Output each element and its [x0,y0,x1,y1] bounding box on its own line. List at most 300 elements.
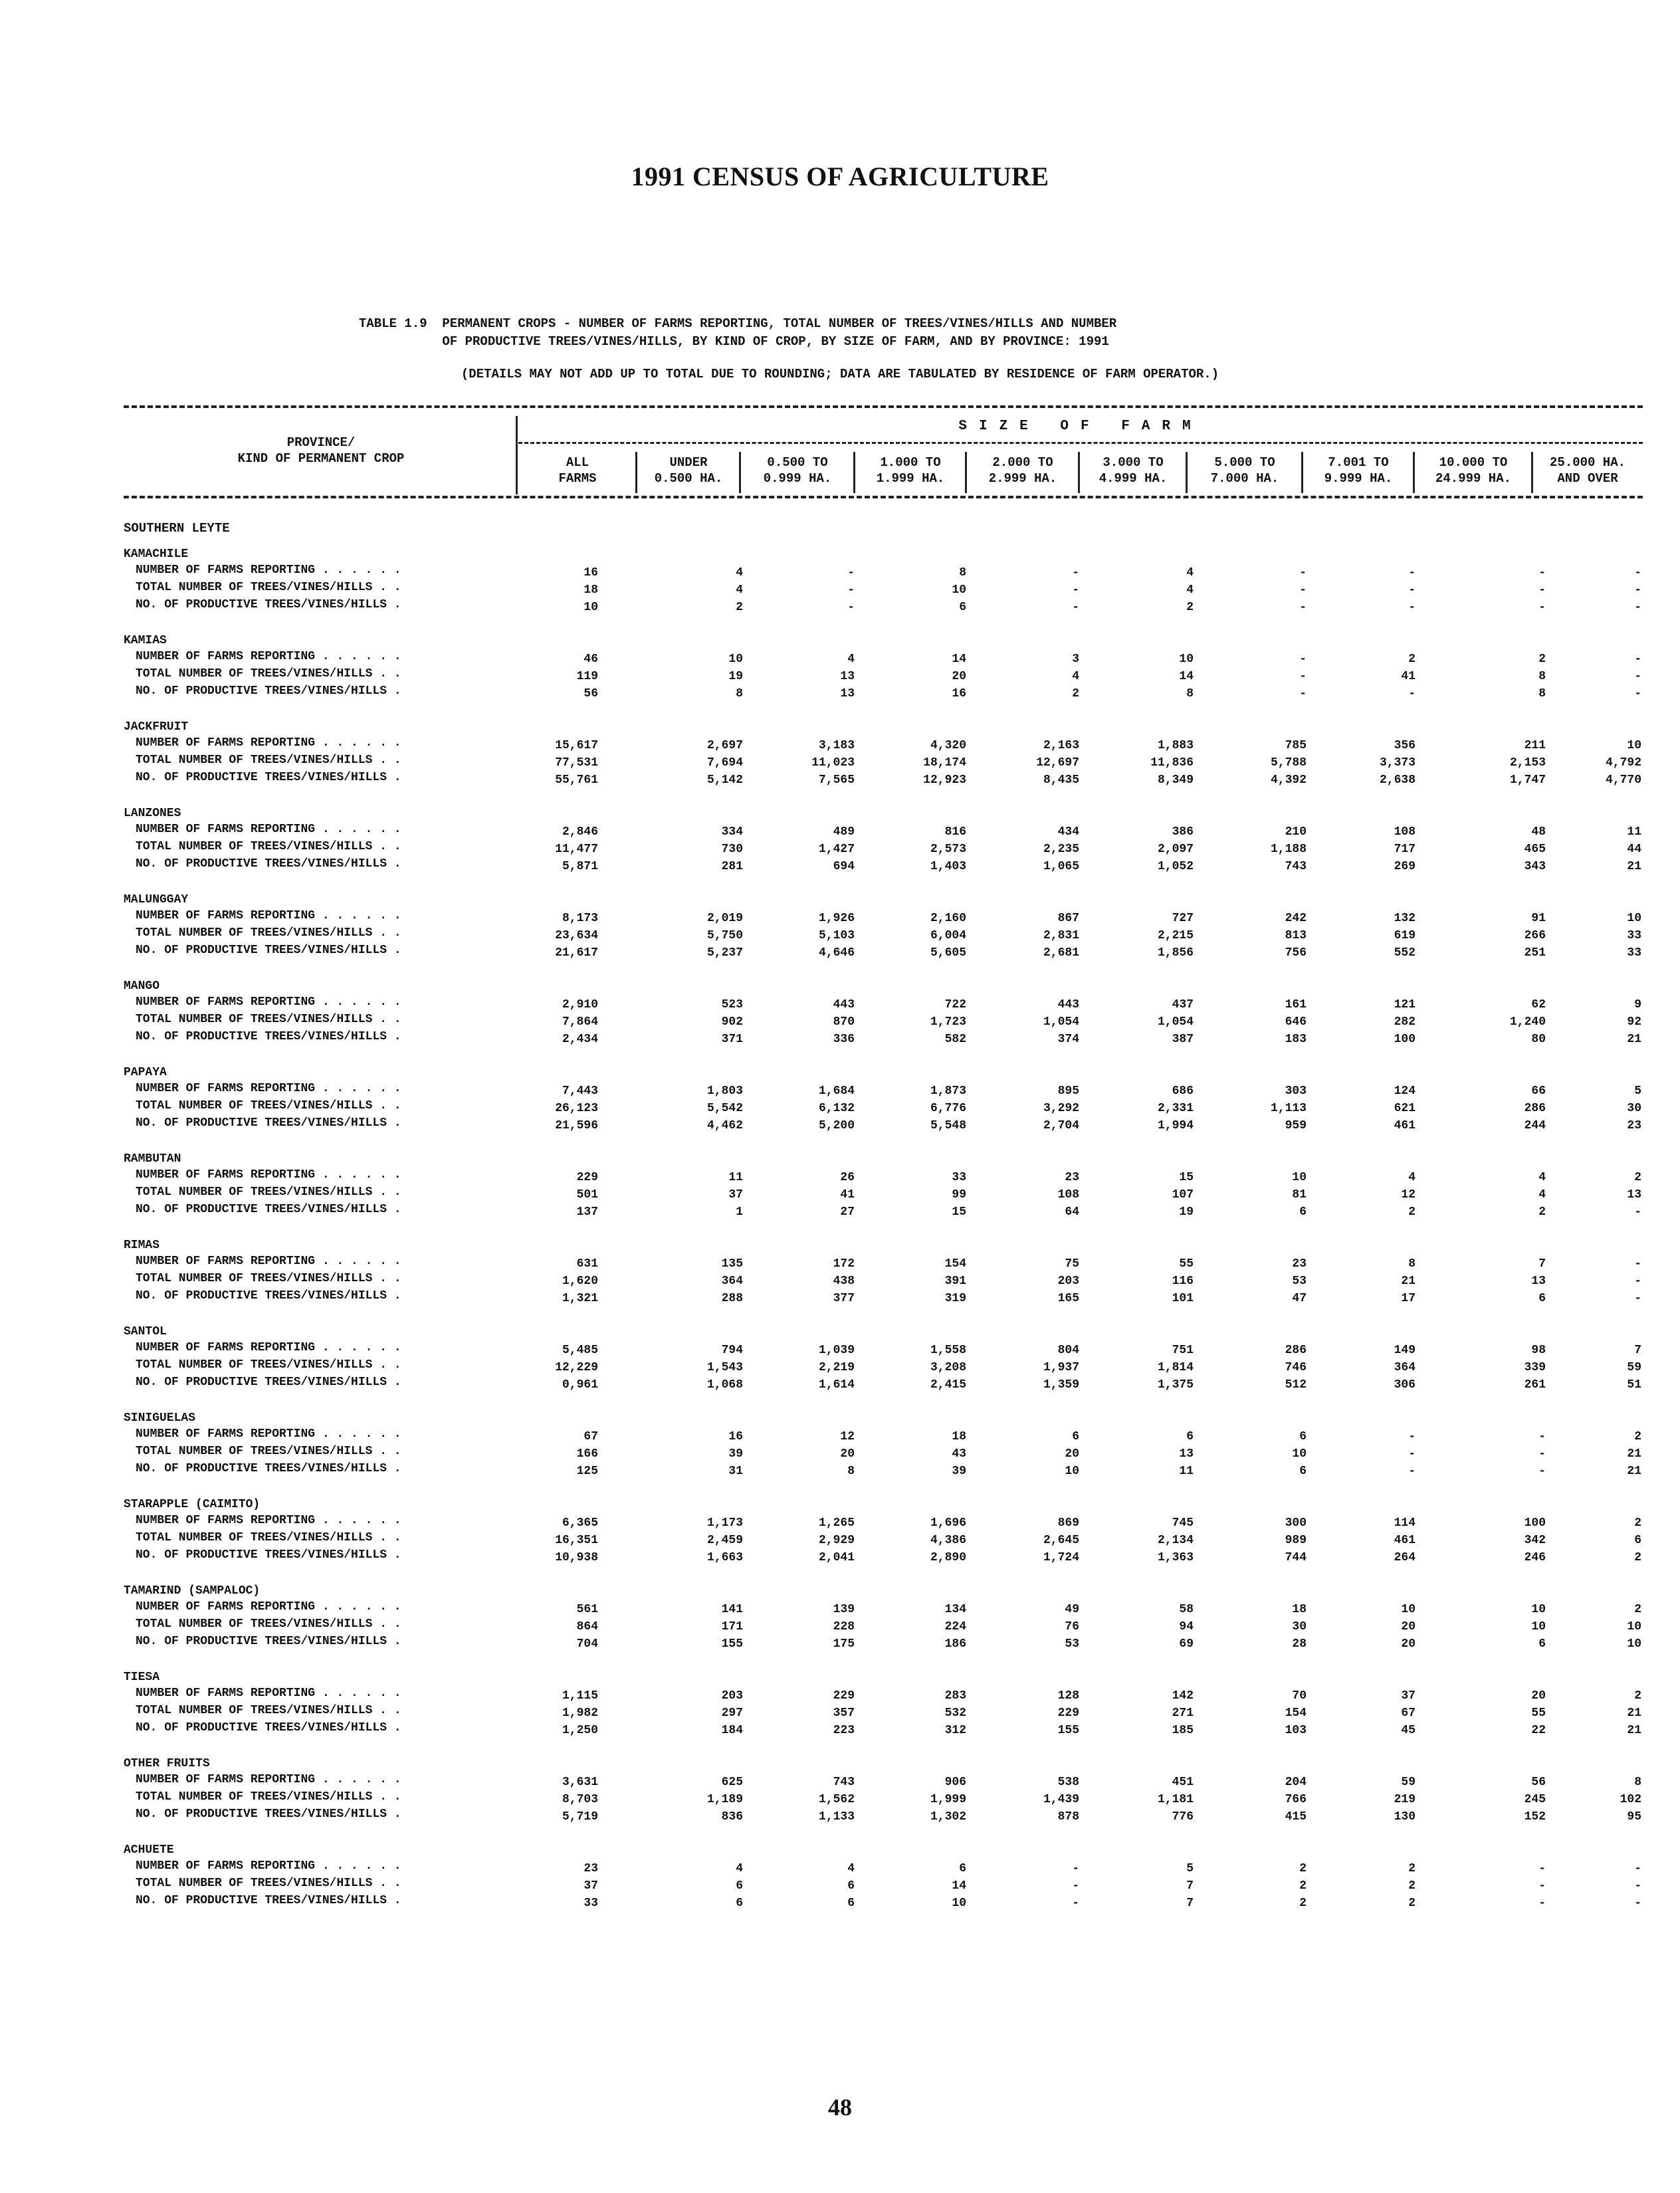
table-cell: 512 [1285,1378,1307,1392]
table-cell: 66 [1531,1085,1546,1098]
table-cell: 26,123 [555,1102,598,1115]
table-cell: 7 [1186,1897,1194,1910]
table-cell: 766 [1285,1793,1307,1806]
row-label: NO. OF PRODUCTIVE TREES/VINES/HILLS . [136,1635,401,1648]
table-cell: 99 [952,1188,966,1201]
table-cell: 101 [1172,1292,1194,1305]
row-label: TOTAL NUMBER OF TREES/VINES/HILLS . . [136,1186,401,1199]
table-cell: 13 [1179,1447,1194,1461]
table-cell: 336 [833,1033,855,1046]
table-cell: 30 [1627,1102,1641,1115]
table-cell: - [1634,1897,1641,1910]
table-cell: 1,068 [706,1378,743,1392]
table-cell: 81 [1292,1188,1307,1201]
table-cell: 47 [1292,1292,1307,1305]
table-cell: 116 [1172,1275,1194,1288]
stub-header-line-1: PROVINCE/ [286,435,356,450]
table-cell: 224 [944,1620,966,1633]
table-cell: - [1408,687,1416,700]
table-cell: 70 [1292,1689,1307,1703]
table-cell: 532 [944,1707,966,1720]
table-cell: 7,864 [562,1015,598,1029]
table-cell: 794 [721,1344,743,1357]
table-cell: 1,065 [1043,860,1079,873]
table-cell: 203 [721,1689,743,1703]
table-cell: 98 [1531,1344,1546,1357]
table-cell: 139 [833,1603,855,1616]
table-cell: 21 [1627,1465,1641,1478]
table-cell: 3,373 [1379,756,1416,770]
table-cell: 132 [1394,912,1416,925]
table-cell: 2 [1299,1897,1307,1910]
row-label: NUMBER OF FARMS REPORTING . . . . . . [136,650,401,663]
row-label: NUMBER OF FARMS REPORTING . . . . . . [136,1427,401,1441]
table-cell: - [1299,687,1307,700]
table-cell: 1,240 [1509,1015,1546,1029]
table-cell: 135 [721,1257,743,1271]
row-label: NUMBER OF FARMS REPORTING . . . . . . [136,736,401,750]
table-cell: 1,982 [562,1707,598,1720]
table-cell: - [1634,1862,1641,1875]
table-cell: 37 [1401,1689,1416,1703]
table-cell: 6 [1299,1430,1307,1443]
table-cell: 2 [1634,1516,1641,1530]
table-cell: 166 [576,1447,598,1461]
table-cell: 10 [1531,1603,1546,1616]
row-label: NUMBER OF FARMS REPORTING . . . . . . [136,1514,401,1527]
table-cell: - [1072,566,1079,579]
table-cell: 30 [1292,1620,1307,1633]
table-cell: 121 [1394,998,1416,1011]
row-label: NUMBER OF FARMS REPORTING . . . . . . [136,1687,401,1700]
table-cell: - [1538,601,1546,614]
table-note: (DETAILS MAY NOT ADD UP TO TOTAL DUE TO ROUNDING; DATA ARE TABULATED BY RESIDENCE OF FARM OPERATOR.) [461,367,1219,381]
table-cell: 95 [1627,1810,1641,1824]
table-cell: 1,883 [1157,739,1194,752]
table-cell: 2,573 [930,843,966,856]
table-cell: 461 [1394,1119,1416,1132]
table-cell: 2,929 [818,1534,855,1547]
table-cell: 13 [840,670,855,683]
table-cell: 6,132 [818,1102,855,1115]
size-of-farm-header: SIZE OF FARM [958,419,1203,434]
table-cell: 21 [1401,1275,1416,1288]
table-cell: - [1408,601,1416,614]
table-cell: - [1538,1879,1546,1893]
table-cell: 6,004 [930,929,966,942]
table-cell: 434 [1057,825,1079,839]
table-cell: 59 [1627,1361,1641,1374]
table-cell: 4 [1186,566,1194,579]
table-cell: 1,873 [930,1085,966,1098]
table-cell: 10 [952,583,966,597]
table-cell: 686 [1172,1085,1194,1098]
crop-name: ACHUETE [124,1843,174,1857]
table-cell: 55,761 [555,774,598,787]
table-cell: 1,039 [818,1344,855,1357]
table-cell: 6 [1186,1430,1194,1443]
table-cell: - [1538,1430,1546,1443]
province-name: SOUTHERN LEYTE [124,521,230,536]
table-cell: 16 [583,566,598,579]
row-label: TOTAL NUMBER OF TREES/VINES/HILLS . . [136,1099,401,1112]
table-cell: 22 [1531,1724,1546,1737]
table-cell: 56 [1531,1776,1546,1789]
table-cell: 21 [1627,1033,1641,1046]
table-cell: 8 [736,687,743,700]
table-cell: 154 [1285,1707,1307,1720]
crop-name: OTHER FRUITS [124,1757,210,1770]
table-cell: 2,215 [1157,929,1194,942]
table-cell: 776 [1172,1810,1194,1824]
table-cell: 895 [1057,1085,1079,1098]
column-header-line-2: 24.999 HA. [1435,471,1512,486]
table-cell: 7 [1538,1257,1546,1271]
crop-name: SANTOL [124,1325,167,1338]
table-cell: - [1299,583,1307,597]
table-cell: 6 [959,601,966,614]
table-cell: 2,219 [818,1361,855,1374]
table-cell: 704 [576,1637,598,1651]
table-cell: - [1634,601,1641,614]
table-cell: - [1072,1897,1079,1910]
table-cell: 103 [1285,1724,1307,1737]
table-cell: 906 [944,1776,966,1789]
table-cell: 21 [1627,1707,1641,1720]
table-cell: 37 [728,1188,743,1201]
table-cell: - [1408,583,1416,597]
table-cell: 282 [1394,1015,1416,1029]
crop-name: KAMIAS [124,634,167,647]
column-header-line-2: FARMS [558,471,597,486]
table-cell: 437 [1172,998,1194,1011]
table-cell: 2,846 [562,825,598,839]
table-cell: 20 [1401,1637,1416,1651]
table-cell: 300 [1285,1516,1307,1530]
row-label: TOTAL NUMBER OF TREES/VINES/HILLS . . [136,1877,401,1890]
table-cell: 339 [1524,1361,1546,1374]
table-cell: 155 [1057,1724,1079,1737]
table-cell: 646 [1285,1015,1307,1029]
table-cell: 415 [1285,1810,1307,1824]
table-cell: 271 [1172,1707,1194,1720]
row-label: TOTAL NUMBER OF TREES/VINES/HILLS . . [136,1531,401,1544]
table-cell: 186 [944,1637,966,1651]
column-header-line-1: 5.000 TO [1214,455,1275,470]
table-cell: 2 [1408,1205,1416,1219]
table-cell: 21,617 [555,946,598,960]
column-header-line-2: 9.999 HA. [1324,471,1393,486]
table-cell: 64 [1065,1205,1079,1219]
table-cell: 204 [1285,1776,1307,1789]
table-cell: 20 [1531,1689,1546,1703]
table-cell: 4 [736,566,743,579]
table-cell: 443 [1057,998,1079,1011]
table-cell: 6 [1538,1637,1546,1651]
table-cell: 185 [1172,1724,1194,1737]
table-cell: 6 [1634,1534,1641,1547]
table-cell: 1,614 [818,1378,855,1392]
table-cell: 867 [1057,912,1079,925]
table-cell: 1,427 [818,843,855,856]
table-cell: 137 [576,1205,598,1219]
table-cell: 619 [1394,929,1416,942]
table-cell: 2,134 [1157,1534,1194,1547]
column-header-line-2: AND OVER [1557,471,1618,486]
table-cell: 10 [952,1897,966,1910]
table-cell: 6 [847,1897,855,1910]
table-cell: 2 [1634,1171,1641,1184]
row-label: NO. OF PRODUCTIVE TREES/VINES/HILLS . [136,1894,401,1907]
table-cell: 12,229 [555,1361,598,1374]
table-cell: 2,638 [1379,774,1416,787]
table-cell: 6 [1299,1205,1307,1219]
table-cell: 2,415 [930,1378,966,1392]
table-cell: 371 [721,1033,743,1046]
table-cell: 5,200 [818,1119,855,1132]
table-cell: 8,703 [562,1793,598,1806]
table-caption-line-1: TABLE 1.9 PERMANENT CROPS - NUMBER OF FARMS REPORTING, TOTAL NUMBER OF TREES/VINES/HILLS AND NUMBER [359,316,1117,331]
table-cell: - [1538,583,1546,597]
table-cell: 8 [1408,1257,1416,1271]
table-cell: - [1634,687,1641,700]
table-cell: 2,681 [1043,946,1079,960]
table-cell: 288 [721,1292,743,1305]
table-cell: 744 [1285,1551,1307,1564]
row-label: NUMBER OF FARMS REPORTING . . . . . . [136,1859,401,1873]
table-cell: 229 [576,1171,598,1184]
table-cell: 41 [840,1188,855,1201]
table-cell: 334 [721,825,743,839]
table-cell: 297 [721,1707,743,1720]
row-label: TOTAL NUMBER OF TREES/VINES/HILLS . . [136,1618,401,1631]
table-cell: 1,054 [1043,1015,1079,1029]
table-cell: 631 [576,1257,598,1271]
table-cell: - [847,583,855,597]
table-cell: 2 [1186,601,1194,614]
table-cell: 171 [721,1620,743,1633]
table-cell: 538 [1057,1776,1079,1789]
row-label: NO. OF PRODUCTIVE TREES/VINES/HILLS . [136,684,401,698]
table-cell: 343 [1524,860,1546,873]
table-cell: 56 [583,687,598,700]
table-cell: 16 [728,1430,743,1443]
table-cell: 130 [1394,1810,1416,1824]
crop-name: LANZONES [124,807,181,820]
table-cell: 244 [1524,1119,1546,1132]
table-cell: 1,403 [930,860,966,873]
table-cell: 11 [1627,825,1641,839]
table-cell: 128 [1057,1689,1079,1703]
table-cell: 1,250 [562,1724,598,1737]
table-cell: 20 [952,670,966,683]
table-cell: 4 [1538,1171,1546,1184]
table-cell: 1,188 [1270,843,1307,856]
table-cell: 4 [1538,1188,1546,1201]
table-cell: 33 [952,1171,966,1184]
table-cell: 13 [1627,1188,1641,1201]
table-cell: 67 [583,1430,598,1443]
table-cell: 5,788 [1270,756,1307,770]
table-cell: 1,113 [1270,1102,1307,1115]
table-cell: - [1072,1879,1079,1893]
table-cell: - [1634,1257,1641,1271]
row-label: TOTAL NUMBER OF TREES/VINES/HILLS . . [136,1013,401,1026]
table-cell: 6 [1299,1465,1307,1478]
table-cell: 465 [1524,843,1546,856]
table-cell: 21 [1627,1447,1641,1461]
table-cell: 6,365 [562,1516,598,1530]
table-cell: 4,770 [1605,774,1641,787]
table-cell: 11,023 [811,756,855,770]
row-label: TOTAL NUMBER OF TREES/VINES/HILLS . . [136,1790,401,1804]
table-cell: 364 [1394,1361,1416,1374]
table-cell: 7 [1186,1879,1194,1893]
table-cell: 745 [1172,1516,1194,1530]
table-cell: 1,363 [1157,1551,1194,1564]
table-cell: 4,646 [818,946,855,960]
crop-name: MALUNGGAY [124,893,189,906]
row-label: TOTAL NUMBER OF TREES/VINES/HILLS . . [136,1272,401,1285]
table-cell: - [847,566,855,579]
table-cell: 283 [944,1689,966,1703]
table-cell: 5,871 [562,860,598,873]
table-cell: - [1538,1465,1546,1478]
table-cell: 4 [736,583,743,597]
table-cell: 4,792 [1605,756,1641,770]
stub-header-line-2: KIND OF PERMANENT CROP [237,451,405,466]
table-cell: 75 [1065,1257,1079,1271]
table-cell: - [1299,670,1307,683]
table-cell: 246 [1524,1551,1546,1564]
row-label: NO. OF PRODUCTIVE TREES/VINES/HILLS . [136,1548,401,1562]
table-cell: 785 [1285,739,1307,752]
table-cell: 2,097 [1157,843,1194,856]
row-label: NUMBER OF FARMS REPORTING . . . . . . [136,995,401,1009]
row-label: NUMBER OF FARMS REPORTING . . . . . . [136,823,401,836]
table-cell: 134 [944,1603,966,1616]
table-cell: 2,434 [562,1033,598,1046]
table-cell: 727 [1172,912,1194,925]
table-cell: 864 [576,1620,598,1633]
table-cell: 1,133 [818,1810,855,1824]
table-cell: 8,435 [1043,774,1079,787]
table-cell: 11 [1179,1465,1194,1478]
table-cell: 4,320 [930,739,966,752]
table-cell: 175 [833,1637,855,1651]
table-cell: 21,596 [555,1119,598,1132]
table-cell: 41 [1401,670,1416,683]
table-cell: 5 [1634,1085,1641,1098]
table-cell: - [1634,1275,1641,1288]
table-cell: - [1634,566,1641,579]
table-cell: 2,235 [1043,843,1079,856]
table-cell: - [1072,601,1079,614]
page-title: 1991 CENSUS OF AGRICULTURE [631,161,1049,191]
table-cell: 2 [1408,1879,1416,1893]
table-cell: 242 [1285,912,1307,925]
table-cell: 12,923 [923,774,966,787]
table-cell: 2,331 [1157,1102,1194,1115]
table-cell: 751 [1172,1344,1194,1357]
table-cell: 2,910 [562,998,598,1011]
row-label: NO. OF PRODUCTIVE TREES/VINES/HILLS . [136,598,401,611]
column-header-line-2: 7.000 HA. [1210,471,1279,486]
table-cell: 391 [944,1275,966,1288]
row-label: TOTAL NUMBER OF TREES/VINES/HILLS . . [136,754,401,767]
column-header-line-1: 7.001 TO [1328,455,1389,470]
table-cell: 717 [1394,843,1416,856]
table-cell: 5 [1186,1862,1194,1875]
table-cell: 18 [583,583,598,597]
table-cell: 870 [833,1015,855,1029]
table-cell: 261 [1524,1378,1546,1392]
column-header-line-2: 1.999 HA. [876,471,945,486]
table-cell: 39 [952,1465,966,1478]
row-label: NO. OF PRODUCTIVE TREES/VINES/HILLS . [136,1808,401,1821]
table-cell: 1,696 [930,1516,966,1530]
table-cell: 264 [1394,1551,1416,1564]
table-cell: - [1408,1430,1416,1443]
table-cell: 6 [736,1879,743,1893]
table-cell: 269 [1394,860,1416,873]
table-cell: 13 [1531,1275,1546,1288]
crop-name: KAMACHILE [124,548,189,561]
table-cell: 4 [736,1862,743,1875]
row-label: NUMBER OF FARMS REPORTING . . . . . . [136,1255,401,1268]
table-cell: 23 [1292,1257,1307,1271]
table-cell: 20 [840,1447,855,1461]
table-cell: 91 [1531,912,1546,925]
table-cell: 184 [721,1724,743,1737]
table-cell: 4,386 [930,1534,966,1547]
table-cell: 142 [1172,1689,1194,1703]
table-cell: 18 [952,1430,966,1443]
table-cell: - [1299,653,1307,666]
table-cell: - [1408,566,1416,579]
table-cell: 45 [1401,1724,1416,1737]
table-cell: 13 [840,687,855,700]
table-cell: - [847,601,855,614]
table-cell: 108 [1394,825,1416,839]
table-cell: 55 [1531,1707,1546,1720]
table-cell: 356 [1394,739,1416,752]
table-cell: 10 [1627,912,1641,925]
table-cell: 172 [833,1257,855,1271]
table-cell: 1,747 [1509,774,1546,787]
table-cell: 161 [1285,998,1307,1011]
table-cell: 16,351 [555,1534,598,1547]
table-cell: 2 [1634,1430,1641,1443]
table-cell: 1,814 [1157,1361,1194,1374]
column-header-line-1: UNDER [669,455,708,470]
table-cell: 286 [1285,1344,1307,1357]
table-cell: 55 [1179,1257,1194,1271]
table-cell: 6 [847,1879,855,1893]
table-cell: 229 [833,1689,855,1703]
table-cell: 5,485 [562,1344,598,1357]
table-cell: 14 [952,653,966,666]
table-cell: 3 [1072,653,1079,666]
table-cell: 94 [1179,1620,1194,1633]
table-cell: 10 [1292,1171,1307,1184]
table-cell: 2,697 [706,739,743,752]
table-cell: 92 [1627,1015,1641,1029]
row-label: NO. OF PRODUCTIVE TREES/VINES/HILLS . [136,771,401,784]
crop-name: RAMBUTAN [124,1152,181,1166]
table-cell: - [1299,601,1307,614]
table-cell: 10 [1292,1447,1307,1461]
